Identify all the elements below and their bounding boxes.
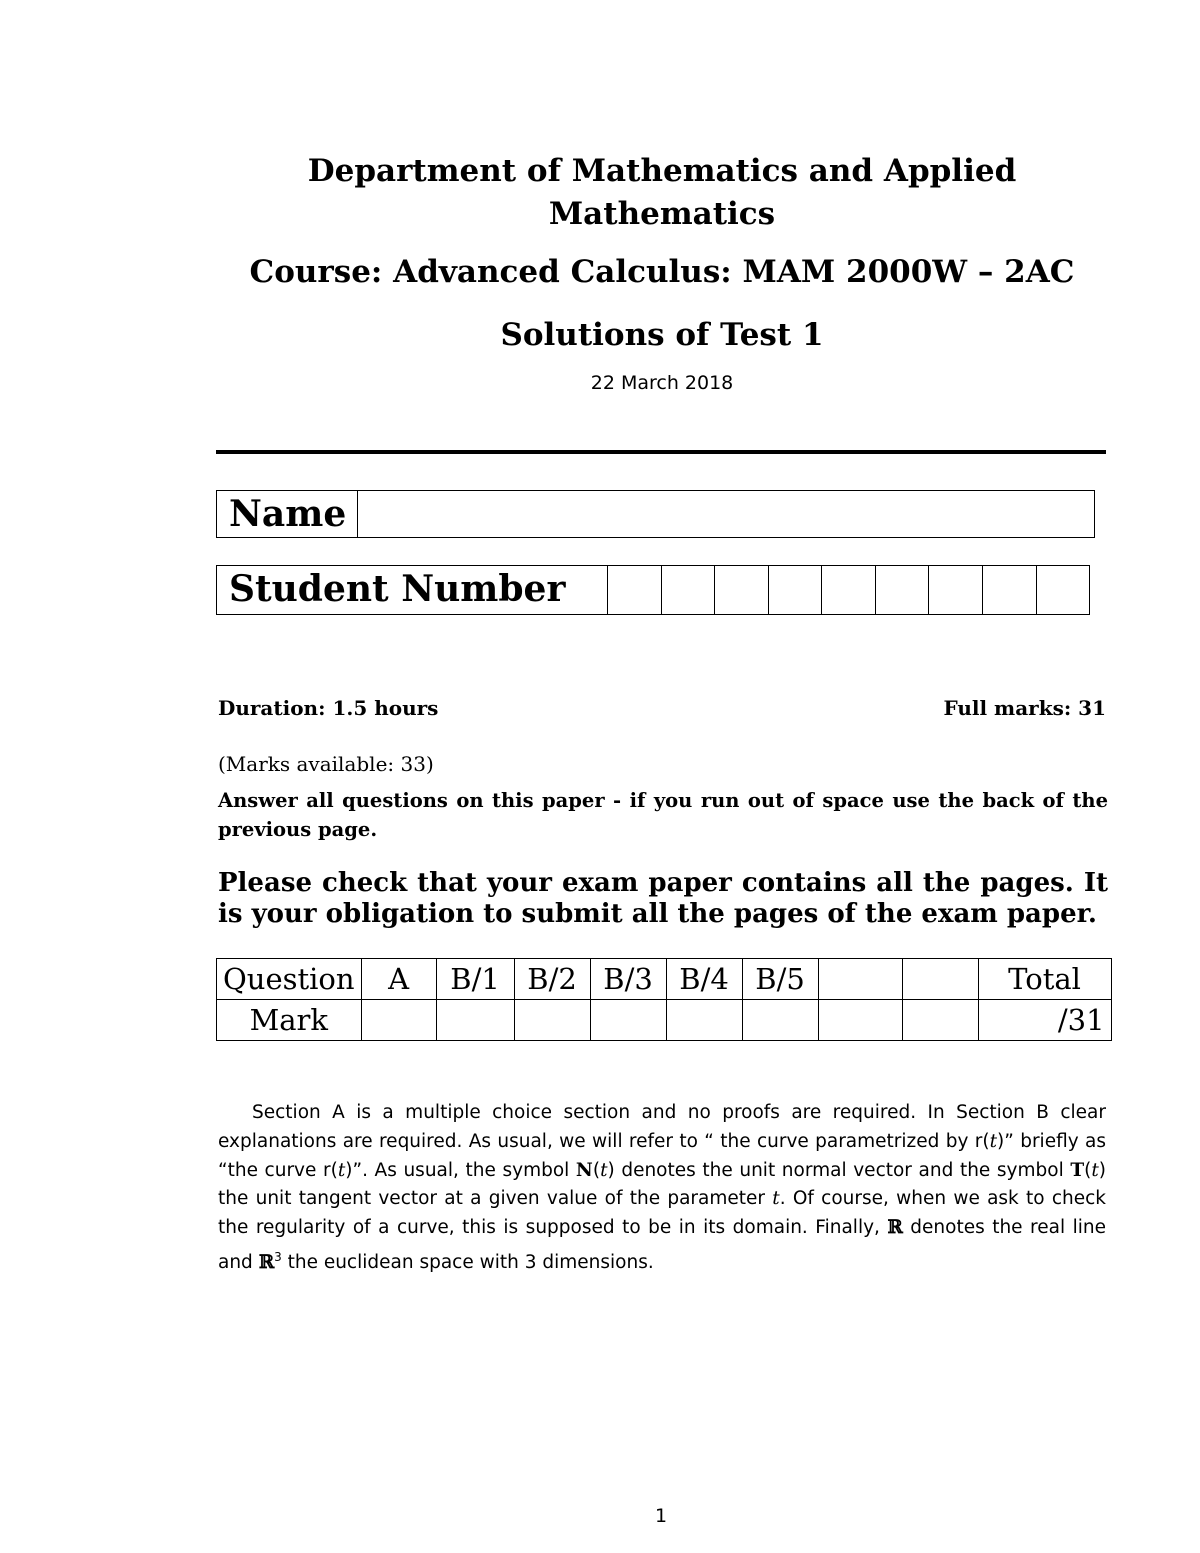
course-title: Course: Advanced Calculus: MAM 2000W – 2AC [249,254,1075,290]
math-symbol: N [575,1159,593,1181]
math-symbol: ℝ [887,1217,903,1239]
table-cell: Question [217,959,362,1000]
math-variable: t [337,1159,346,1181]
student-number-box [216,565,1090,615]
total-mark-cell[interactable]: /31 [978,1000,1111,1041]
answer-instructions: Answer all questions on this paper - if you run out of space use the back of the previous page. [218,789,1108,841]
math-variable: t [989,1130,998,1152]
instruction-text: Section A is a multiple choice section and no proofs are required. In Section B clear explanations are required. As usual, we will refer to “ the curve parametrized by r( [218,1102,1106,1152]
student-number-digit-cell[interactable] [661,566,715,614]
instruction-text: ( [592,1159,601,1181]
name-label: Name [217,491,358,537]
page-number: 1 [654,1505,668,1527]
instruction-text: ( [1084,1159,1092,1181]
student-number-digit-cell[interactable] [875,566,929,614]
table-cell [902,959,978,1000]
mark-cell[interactable] [902,1000,978,1041]
math-variable: t [772,1188,780,1210]
math-symbol: ℝ [258,1252,275,1274]
math-variable: t [1091,1159,1099,1181]
table-cell: B/5 [742,959,818,1000]
table-cell: B/4 [666,959,742,1000]
math-symbol: T [1070,1159,1085,1181]
mark-cell[interactable] [742,1000,818,1041]
math-superscript: 3 [274,1249,282,1264]
instruction-text: the euclidean space with 3 dimensions. [281,1252,654,1274]
full-marks-text: Full marks: 31 [943,696,1106,720]
name-field[interactable] [358,491,1094,537]
mark-cell[interactable] [590,1000,666,1041]
student-number-digit-cell[interactable] [1036,566,1090,614]
table-cell [818,959,902,1000]
table-cell: Mark [217,1000,362,1041]
instruction-text: )” briefly as “the curve r( [218,1130,1106,1181]
instruction-text: )”. As usual, the symbol [345,1159,576,1181]
header-divider [216,450,1106,454]
test-date: 22 March 2018 [590,372,734,394]
mark-cell[interactable] [436,1000,514,1041]
student-number-digit-cell[interactable] [607,566,661,614]
table-cell: A [361,959,436,1000]
marks-table-header-row [217,959,1112,1000]
instruction-text: ) denotes the unit normal vector and the symbol [607,1159,1071,1181]
check-pages-notice: Please check that your exam paper contains all the pages. It is your obligation to submit all the pages of the exam paper. [218,868,1108,929]
marks-table-mark-row [217,1000,1112,1041]
instruction-text: denotes the real line and [218,1217,1106,1274]
table-cell: B/1 [436,959,514,1000]
marks-table [216,958,1112,1041]
student-number-digit-cell[interactable] [982,566,1036,614]
student-number-digit-cell[interactable] [821,566,875,614]
marks-available-text: (Marks available: 33) [218,752,434,776]
table-cell: Total [978,959,1111,1000]
table-cell: B/3 [590,959,666,1000]
student-number-digit-cell[interactable] [714,566,768,614]
table-cell: B/2 [514,959,590,1000]
math-variable: t [600,1159,608,1181]
student-number-digit-cell[interactable] [768,566,822,614]
mark-cell[interactable] [514,1000,590,1041]
instruction-text: ) the unit tangent vector at a given value of the parameter [218,1159,1106,1210]
mark-cell[interactable] [818,1000,902,1041]
department-title: Department of Mathematics and Applied Mathematics [307,153,1017,232]
name-box [216,490,1095,538]
student-number-digit-cell[interactable] [928,566,982,614]
instruction-text: . Of course, when we ask to check the regularity of a curve, this is supposed to be in its domain. Finally, [218,1188,1106,1239]
mark-cell[interactable] [666,1000,742,1041]
document-title: Solutions of Test 1 [500,317,824,353]
duration-text: Duration: 1.5 hours [218,696,439,720]
student-number-label: Student Number [229,568,566,610]
mark-cell[interactable] [361,1000,436,1041]
section-instructions [218,1099,1106,1278]
